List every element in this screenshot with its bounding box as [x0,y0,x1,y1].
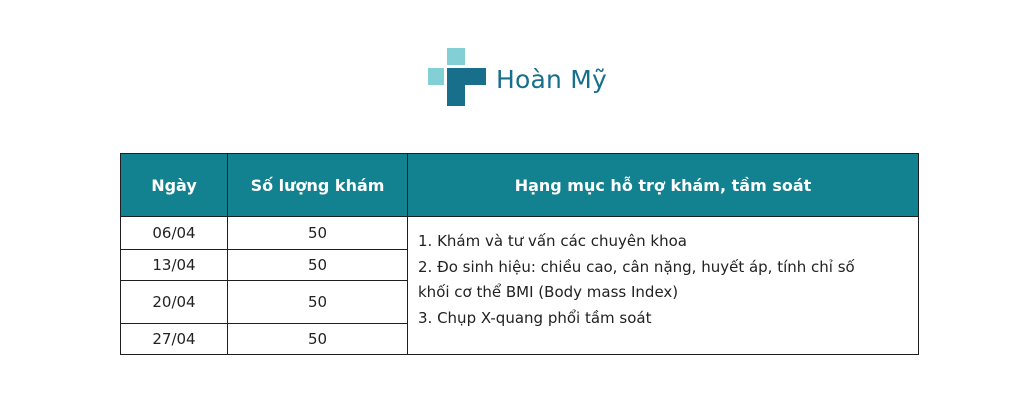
service-item: 3. Chụp X-quang phổi tầm soát [418,308,652,327]
header-services: Hạng mục hỗ trợ khám, tầm soát [408,154,919,217]
cell-exam-count: 50 [228,281,408,324]
header-date: Ngày [121,154,228,217]
header-exam-count: Số lượng khám [228,154,408,217]
cell-exam-count: 50 [228,250,408,281]
service-item: 1. Khám và tư vấn các chuyên khoa [418,232,687,250]
table-header-row [121,154,919,217]
cell-date: 27/04 [121,324,228,355]
brand-name: Hoàn Mỹ [496,64,607,94]
cell-date: 13/04 [121,250,228,281]
cell-services [408,217,919,355]
exam-schedule-table [120,153,919,355]
cell-exam-count: 50 [228,324,408,355]
cell-date: 06/04 [121,217,228,250]
cell-date: 20/04 [121,281,228,324]
service-item: 2. Đo sinh hiệu: chiều cao, cân nặng, huyết áp, tính chỉ số [418,257,855,276]
table-row [121,217,919,250]
medical-cross-icon [428,48,486,106]
service-item: khối cơ thể BMI (Body mass Index) [418,283,679,301]
cell-exam-count: 50 [228,217,408,250]
brand-logo [428,48,607,106]
